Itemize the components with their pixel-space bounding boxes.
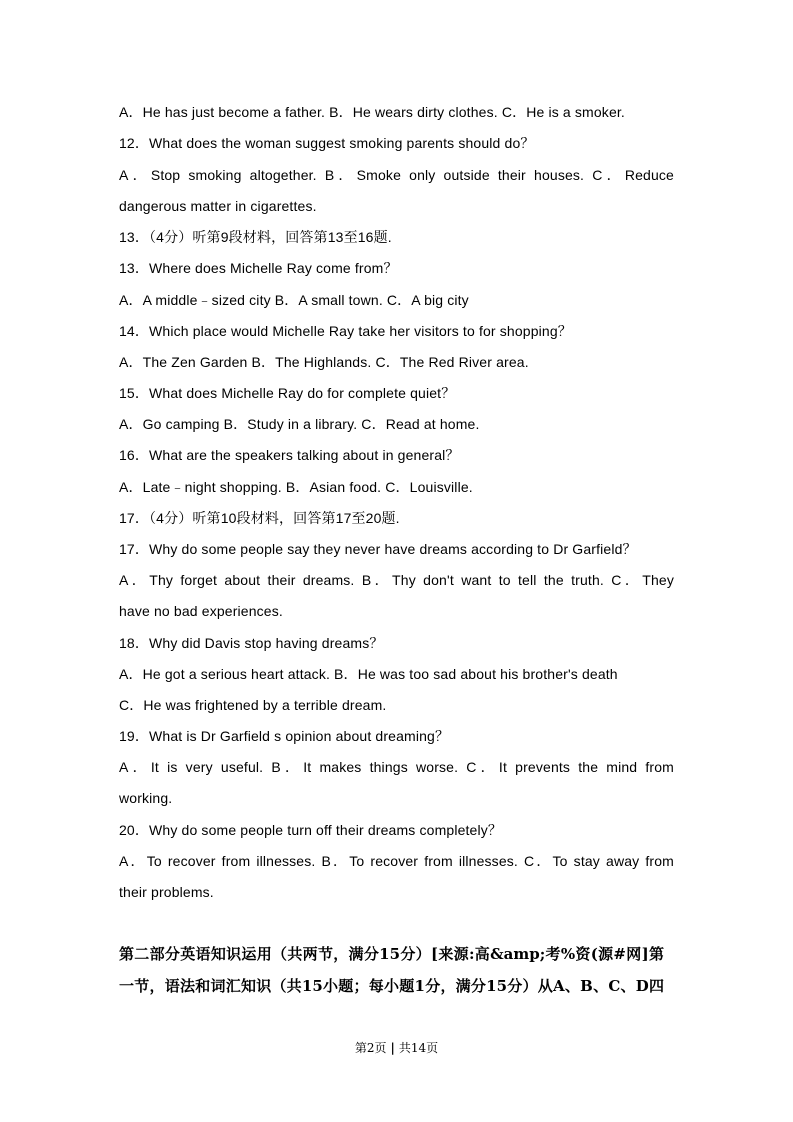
q12-options-continued: dangerous matter in cigarettes.: [119, 198, 317, 214]
q18-options: A．He got a serious heart attack. B．He was too sad about his brother's death: [119, 666, 618, 682]
q19-question: 19．What is Dr Garfield s opinion about dreaming？: [119, 728, 450, 744]
q17-options: A．Thy forget about their dreams. B．Thy don't want to tell the truth. C．They: [119, 572, 674, 588]
page-number: 第2页: [354, 1041, 387, 1055]
q16-question: 16．What are the speakers talking about in general？: [119, 447, 460, 463]
q13-question: 13．Where does Michelle Ray come from？: [119, 260, 398, 276]
footer-separator: |: [390, 1041, 395, 1055]
q17-question: 17．Why do some people say they never have dreams according to Dr Garfield？: [119, 541, 637, 557]
q20-question: 20．Why do some people turn off their dreams completely？: [119, 822, 503, 838]
q19-options-continued: working.: [119, 790, 173, 806]
q20-options: A．To recover from illnesses. B．To recover from illnesses. C．To stay away from: [119, 853, 674, 869]
section-instruction-17: 17．（4分）听第10段材料，回答第17至20题.: [119, 510, 400, 526]
q16-options: A．Late﹣night shopping. B．Asian food. C．Louisville.: [119, 479, 473, 495]
q18-options-continued: C．He was frightened by a terrible dream.: [119, 697, 387, 713]
q14-options: A．The Zen Garden B．The Highlands. C．The Red River area.: [119, 354, 529, 370]
q20-options-continued: their problems.: [119, 884, 214, 900]
page-total: 共14页: [398, 1041, 439, 1055]
q11-options: A．He has just become a father. B．He wears dirty clothes. C．He is a smoker.: [119, 104, 625, 120]
q13-options: A．A middle﹣sized city B．A small town. C．A big city: [119, 292, 469, 308]
q12-options: A．Stop smoking altogether. B．Smoke only outside their houses. C．Reduce: [119, 167, 674, 183]
section-instruction-13: 13．（4分）听第9段材料，回答第13至16题.: [119, 229, 392, 245]
q14-question: 14．Which place would Michelle Ray take her visitors to for shopping？: [119, 323, 572, 339]
q17-options-continued: have no bad experiences.: [119, 603, 283, 619]
page-footer: [0, 1040, 793, 1056]
part-two-heading: 第二部分英语知识运用（共两节，满分15分）[来源:高&amp;考%资(源#网]第: [119, 945, 664, 963]
q12-question: 12．What does the woman suggest smoking parents should do？: [119, 135, 535, 151]
part-two-heading-continued: 一节，语法和词汇知识（共15小题；每小题1分，满分15分）从A、B、C、D四: [119, 977, 664, 995]
q18-question: 18．Why did Davis stop having dreams？: [119, 635, 384, 651]
q19-options: A．It is very useful. B．It makes things worse. C．It prevents the mind from: [119, 759, 674, 775]
q15-question: 15．What does Michelle Ray do for complete quiet？: [119, 385, 456, 401]
q15-options: A．Go camping B．Study in a library. C．Read at home.: [119, 416, 480, 432]
